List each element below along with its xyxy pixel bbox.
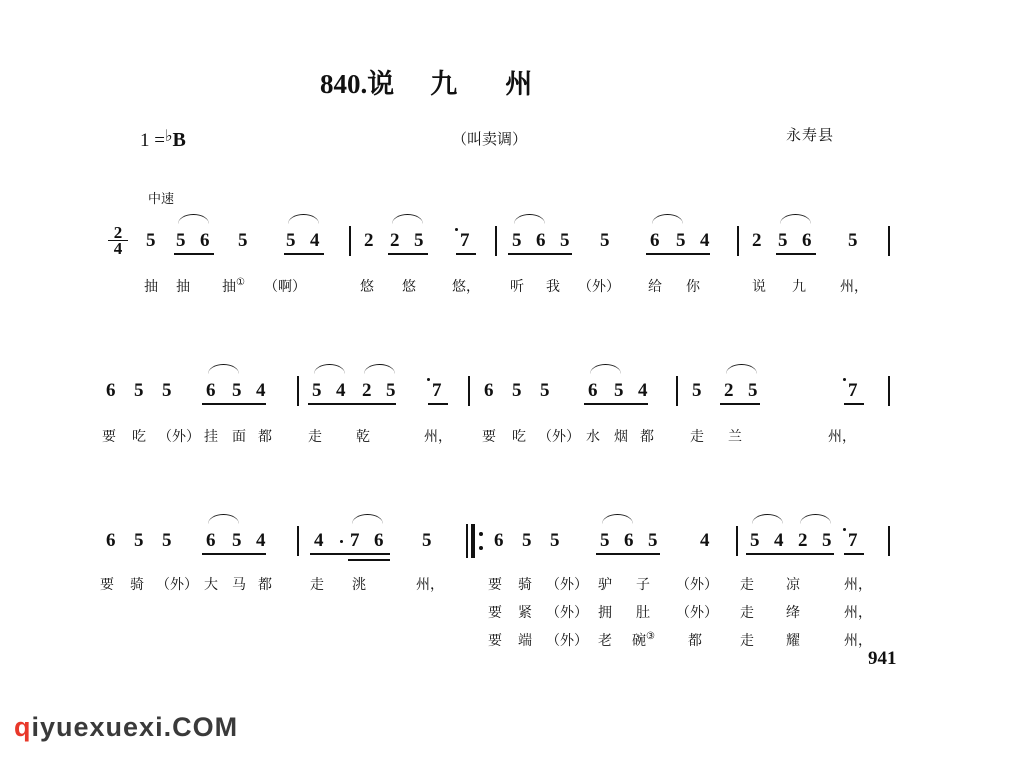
slur xyxy=(590,364,621,374)
lyric: 肚 xyxy=(636,606,650,621)
lyric: 驴 xyxy=(598,578,612,593)
slur xyxy=(208,364,239,374)
time-signature-denominator: 4 xyxy=(108,240,128,256)
slur xyxy=(652,214,683,224)
note: 5 xyxy=(540,380,550,401)
tempo-marking: 中速 xyxy=(148,191,175,206)
lyric: 要 xyxy=(488,606,502,621)
note: 2 xyxy=(390,230,400,251)
time-signature xyxy=(108,225,128,256)
lyric: 耀 xyxy=(786,634,800,649)
note: 4 xyxy=(256,530,266,551)
lyric: （外） xyxy=(578,280,620,295)
lyric: 悠 xyxy=(402,280,416,295)
note: 4 xyxy=(256,380,266,401)
barline xyxy=(468,376,470,406)
note: 5 xyxy=(134,380,144,401)
note: 5 xyxy=(648,530,658,551)
slur xyxy=(178,214,209,224)
time-signature-numerator: 2 xyxy=(113,223,123,242)
beam xyxy=(284,253,324,255)
lyric: 州， xyxy=(844,578,872,593)
lyric: 兰 xyxy=(728,430,742,445)
note: 7 xyxy=(432,380,442,401)
beam xyxy=(348,559,390,561)
lyric: 悠， xyxy=(452,280,480,295)
lyric: （外） xyxy=(676,578,718,593)
lyric: 面 xyxy=(232,430,246,445)
barline xyxy=(888,526,890,556)
watermark-first-letter: q xyxy=(14,712,32,742)
key-signature xyxy=(140,126,186,152)
lyric: 老 xyxy=(598,634,612,649)
note: 5 xyxy=(522,530,532,551)
lyric: （外） xyxy=(676,606,718,621)
note: 6 xyxy=(802,230,812,251)
low-octave-dot xyxy=(843,378,846,381)
lyric: 抽 xyxy=(144,280,158,295)
note: 5 xyxy=(312,380,322,401)
beam xyxy=(596,553,660,555)
note: 5 xyxy=(600,530,610,551)
beam xyxy=(388,253,428,255)
beam xyxy=(646,253,710,255)
lyric: （外） xyxy=(538,430,580,445)
flat-icon: ♭ xyxy=(164,128,173,145)
note: 4 xyxy=(314,530,324,551)
lyric: 要 xyxy=(488,634,502,649)
slur xyxy=(780,214,811,224)
lyric: 走 xyxy=(308,430,322,445)
lyric: 乾 xyxy=(356,430,370,445)
lyric: 要 xyxy=(100,578,114,593)
lyric: 都 xyxy=(258,578,272,593)
slur xyxy=(800,514,831,524)
lyric: 走 xyxy=(310,578,324,593)
lyric: 听 xyxy=(510,280,524,295)
lyric: 给 xyxy=(648,280,662,295)
lyric: 吃 xyxy=(512,430,526,445)
slur xyxy=(288,214,319,224)
beam xyxy=(174,253,214,255)
title-number: 840. xyxy=(320,69,368,99)
note: 5 xyxy=(146,230,156,251)
note: 5 xyxy=(512,230,522,251)
note: 6 xyxy=(624,530,634,551)
note: 2 xyxy=(752,230,762,251)
lyric: 洮 xyxy=(352,578,366,593)
lyric: 州， xyxy=(840,280,868,295)
title-char-2: 九 xyxy=(430,69,460,99)
region-label: 永寿县 xyxy=(786,128,835,144)
low-octave-dot xyxy=(843,528,846,531)
barline xyxy=(737,226,739,256)
dotted-rhythm-dot xyxy=(340,540,343,543)
slur xyxy=(514,214,545,224)
beam xyxy=(844,403,864,405)
lyric: 州， xyxy=(844,634,872,649)
footnote-marker: ③ xyxy=(646,631,655,642)
slur xyxy=(364,364,395,374)
lyric: （外） xyxy=(546,606,588,621)
note: 6 xyxy=(206,380,216,401)
note: 6 xyxy=(536,230,546,251)
note: 6 xyxy=(206,530,216,551)
note: 5 xyxy=(550,530,560,551)
barline xyxy=(349,226,351,256)
page-title xyxy=(320,62,534,101)
note: 6 xyxy=(588,380,598,401)
lyric: 拥 xyxy=(598,606,612,621)
lyric: 要 xyxy=(482,430,496,445)
lyric: 都 xyxy=(688,634,702,649)
note: 7 xyxy=(350,530,360,551)
note: 6 xyxy=(484,380,494,401)
note: 5 xyxy=(750,530,760,551)
note: 7 xyxy=(848,530,858,551)
lyric: 州， xyxy=(828,430,856,445)
beam xyxy=(776,253,816,255)
note: 5 xyxy=(748,380,758,401)
note: 2 xyxy=(724,380,734,401)
note: 5 xyxy=(676,230,686,251)
lyric xyxy=(222,276,245,296)
note: 4 xyxy=(336,380,346,401)
note: 6 xyxy=(494,530,504,551)
note: 7 xyxy=(460,230,470,251)
slur xyxy=(392,214,423,224)
lyric: 九 xyxy=(792,280,806,295)
slur xyxy=(352,514,383,524)
beam xyxy=(202,403,266,405)
barline xyxy=(297,526,299,556)
subtitle: （叫卖调） xyxy=(452,132,528,148)
lyric: 吃 xyxy=(132,430,146,445)
lyric: 大 xyxy=(204,578,218,593)
lyric: 挂 xyxy=(204,430,218,445)
note: 5 xyxy=(414,230,424,251)
note: 5 xyxy=(422,530,432,551)
barline xyxy=(676,376,678,406)
note: 4 xyxy=(310,230,320,251)
note: 6 xyxy=(200,230,210,251)
note: 5 xyxy=(560,230,570,251)
lyric: 州， xyxy=(844,606,872,621)
slur xyxy=(602,514,633,524)
lyric: 说 xyxy=(752,280,766,295)
note: 5 xyxy=(162,380,172,401)
slur xyxy=(752,514,783,524)
low-octave-dot xyxy=(427,378,430,381)
slur xyxy=(314,364,345,374)
barline xyxy=(495,226,497,256)
note: 6 xyxy=(374,530,384,551)
lyric: 端 xyxy=(518,634,532,649)
note: 4 xyxy=(774,530,784,551)
beam xyxy=(584,403,648,405)
watermark xyxy=(14,712,238,743)
beam xyxy=(508,253,572,255)
lyric: 走 xyxy=(740,578,754,593)
beam xyxy=(844,553,864,555)
note: 5 xyxy=(512,380,522,401)
lyric: 走 xyxy=(740,606,754,621)
note: 5 xyxy=(848,230,858,251)
note: 6 xyxy=(650,230,660,251)
lyric: 抽 xyxy=(176,280,190,295)
note: 6 xyxy=(106,530,116,551)
lyric: 走 xyxy=(690,430,704,445)
lyric: 悠 xyxy=(360,280,374,295)
note: 2 xyxy=(798,530,808,551)
note: 4 xyxy=(700,530,710,551)
repeat-barline xyxy=(466,522,486,560)
lyric: 你 xyxy=(686,280,700,295)
footnote-marker: ① xyxy=(236,277,245,288)
page-number: 941 xyxy=(868,648,897,669)
slur xyxy=(208,514,239,524)
lyric: （啊） xyxy=(264,280,306,295)
note: 5 xyxy=(692,380,702,401)
note: 5 xyxy=(822,530,832,551)
slur xyxy=(726,364,757,374)
note: 4 xyxy=(638,380,648,401)
note: 5 xyxy=(600,230,610,251)
lyric: 要 xyxy=(488,578,502,593)
lyric: 子 xyxy=(636,578,650,593)
beam xyxy=(720,403,760,405)
low-octave-dot xyxy=(455,228,458,231)
note: 5 xyxy=(232,530,242,551)
beam xyxy=(746,553,834,555)
note: 5 xyxy=(162,530,172,551)
beam xyxy=(202,553,266,555)
lyric: 我 xyxy=(546,280,560,295)
note: 5 xyxy=(386,380,396,401)
watermark-text: iyuexuexi.COM xyxy=(31,712,239,742)
lyric: 都 xyxy=(258,430,272,445)
lyric: 州， xyxy=(416,578,444,593)
lyric: 都 xyxy=(640,430,654,445)
lyric: （外） xyxy=(546,634,588,649)
lyric-text: 抽 xyxy=(222,280,236,295)
key-signature-prefix: 1 = xyxy=(140,130,165,151)
lyric: 烟 xyxy=(614,430,628,445)
barline xyxy=(888,376,890,406)
note: 5 xyxy=(286,230,296,251)
note: 7 xyxy=(848,380,858,401)
lyric xyxy=(632,630,655,650)
beam xyxy=(310,553,390,555)
note: 4 xyxy=(700,230,710,251)
lyric: 走 xyxy=(740,634,754,649)
lyric: 绛 xyxy=(786,606,800,621)
lyric: 紧 xyxy=(518,606,532,621)
beam xyxy=(456,253,476,255)
key-signature-note: B xyxy=(172,129,186,151)
beam xyxy=(308,403,396,405)
title-char-3: 州 xyxy=(505,69,535,99)
barline xyxy=(888,226,890,256)
note: 5 xyxy=(614,380,624,401)
lyric: （外） xyxy=(546,578,588,593)
note: 5 xyxy=(134,530,144,551)
lyric: 凉 xyxy=(786,578,800,593)
title-char-1: 说 xyxy=(367,69,397,99)
lyric: （外） xyxy=(156,578,198,593)
barline xyxy=(297,376,299,406)
note: 2 xyxy=(362,380,372,401)
note: 5 xyxy=(778,230,788,251)
lyric-text: 碗 xyxy=(632,634,646,649)
lyric: 马 xyxy=(232,578,246,593)
beam xyxy=(428,403,448,405)
lyric: 要 xyxy=(102,430,116,445)
lyric: 水 xyxy=(586,430,600,445)
note: 5 xyxy=(232,380,242,401)
note: 6 xyxy=(106,380,116,401)
note: 2 xyxy=(364,230,374,251)
lyric: 骑 xyxy=(130,578,144,593)
lyric: 州， xyxy=(424,430,452,445)
lyric: （外） xyxy=(158,430,200,445)
barline xyxy=(736,526,738,556)
note: 5 xyxy=(238,230,248,251)
note: 5 xyxy=(176,230,186,251)
lyric: 骑 xyxy=(518,578,532,593)
